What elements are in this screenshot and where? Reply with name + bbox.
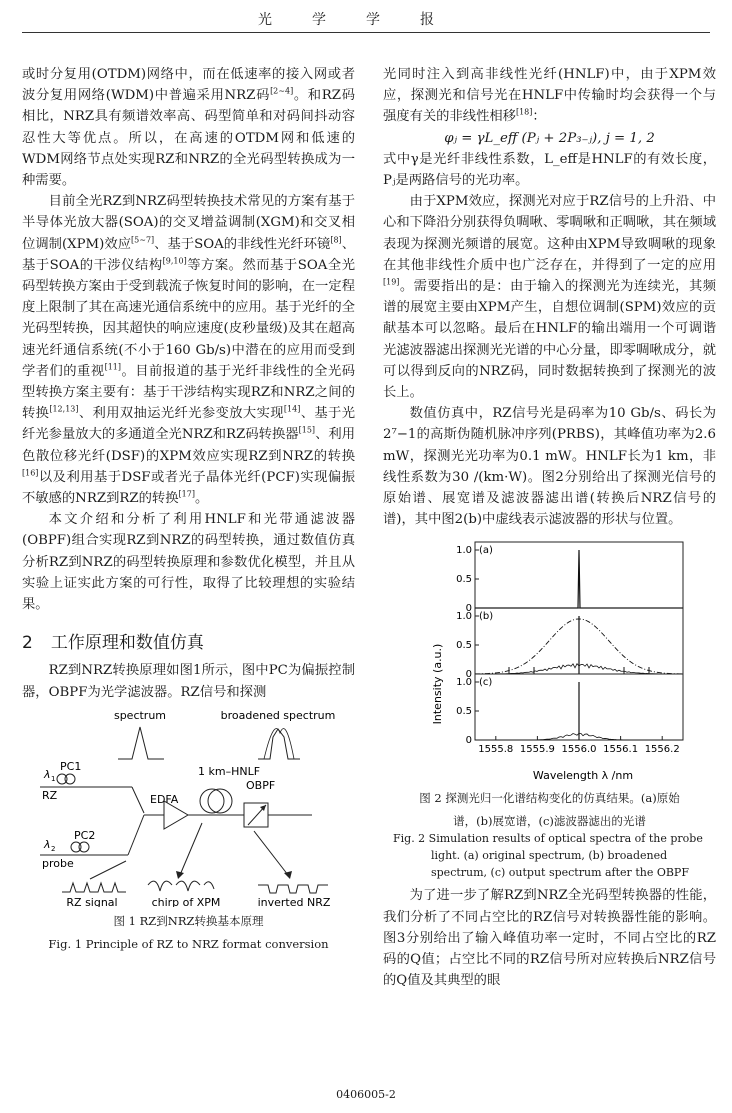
svg-text:1: 1 — [51, 774, 56, 783]
right-column — [383, 64, 716, 991]
y-tick-label: 1.0 — [456, 545, 472, 557]
left-paragraph-2: 目前全光RZ到NRZ码型转换技术常见的方案有基于半导体光放大器(SOA)的交叉增益调制(XGM)和交叉相位调制(XPM)效应[5~7]、基于SOA的非线性光纤环镜[8]、基于SOA的干涉仪结构[9,10]等方案。然而基于SOA全光码型转换方案由于受到载流子恢复时间的影响，在一定程度上限制了其在高速光通信系统中的应用。基于光纤的全光码型转换，因其超快的响应速度(皮秒量级)及其在超高速光纤通信系统(不小于160 Gb/s)中潜在的应用而受到学者们的重视[11]。目前报道的基于光纤非线性的全光码型转换方案主要有：基于干涉结构实现RZ和NRZ之间的转换[12,13]、利用双抽运光纤光参变放大实现[14]、基于光纤光参量放大的多通道全光NRZ和RZ码转换器[15]、利用色散位移光纤(DSF)的XPM效应实现RZ到NRZ的转换[16]以及利用基于DSF或者光子晶体光纤(PCF)实现偏振不敏感的NRZ到RZ的转换[17]。 — [22, 194, 356, 507]
left-column — [22, 64, 355, 953]
figure-1-svg — [22, 707, 355, 907]
figure-2-caption-en-3: spectrum, (c) output spectrum after the OBPF — [431, 866, 689, 880]
right-paragraph-2: 式中γ是光纤非线性系数，L_eff是HNLF的有效长度，Pⱼ是两路信号的光功率。 — [383, 151, 716, 189]
x-tick-label: 1556.2 — [644, 744, 680, 756]
x-tick-label: 1555.9 — [519, 744, 555, 756]
y-tick-label: 0.5 — [456, 706, 472, 718]
page-number: 0406005-2 — [336, 1088, 396, 1101]
label-broadened: broadened spectrum — [220, 708, 336, 722]
left-paragraph-1: 或时分复用(OTDM)网络中，而在低速率的接入网或者波分复用网络(WDM)中普遍采用NRZ码[2~4]。和RZ码相比，NRZ具有频谱效率高、码型简单和对码间抖动容忍性大等优点。所以，在高速的OTDM网和低速的WDM网络节点处实现RZ和NRZ的全光码型转换成为一种需要。 — [22, 67, 355, 189]
figure-2-chart — [383, 534, 716, 784]
figure-2-caption-en-1: Fig. 2 Simulation results of optical spectra of the probe — [393, 832, 703, 846]
figure-2-caption-cn-1: 图 2 探测光归一化谱结构变化的仿真结果。(a)原始 — [419, 791, 680, 806]
left-paragraph-3: 本文介绍和分析了利用HNLF和光带通滤波器(OBPF)组合实现RZ到NRZ的码型转换，通过数值仿真分析RZ到NRZ的码型转换原理和参数优化模型，并且从实验上证实此方案的可行性，取得了比较理想的实验结果。 — [22, 512, 355, 613]
y-tick-label: 0 — [465, 735, 472, 747]
svg-text:1 km–HNLF: 1 km–HNLF — [198, 764, 261, 778]
figure-1-caption-cn: 图 1 RZ到NRZ转换基本原理 — [113, 913, 264, 928]
svg-text:OBPF: OBPF — [246, 778, 276, 792]
figure-1-caption-en: Fig. 1 Principle of RZ to NRZ format conversion — [48, 936, 329, 951]
left-paragraph-4: RZ到NRZ转换原理如图1所示，图中PC为偏振控制器，OBPF为光学滤波器。RZ信号和探测 — [22, 663, 355, 700]
right-paragraph-4: 数值仿真中，RZ信号光是码率为10 Gb/s、码长为2⁷−1的高斯伪随机脉冲序列(PRBS)，其峰值功率为2.6 mW，探测光光功率为0.1 mW。HNLF长为1 km，非线性系数为30 /(km·W)。图2分别给出了探测光信号的原始谱、展宽谱及滤波器滤出谱(转换后NRZ信号的谱)，其中图2(b)中虚线表示滤波器的形状与位置。 — [383, 406, 716, 528]
panel-label: (b) — [479, 611, 494, 623]
svg-text:λ: λ — [44, 767, 51, 781]
figure-2-caption-cn-2: 谱，(b)展宽谱，(c)滤波器滤出的光谱 — [453, 814, 646, 829]
x-tick-label: 1555.8 — [478, 744, 514, 756]
equation-1: φⱼ = γL_eff (Pⱼ + 2P₃₋ⱼ), j = 1, 2 — [444, 130, 655, 146]
y-tick-label: 0 — [465, 603, 472, 615]
right-paragraph-1: 光同时注入到高非线性光纤(HNLF)中，由于XPM效应，探测光和信号光在HNLF中传输时均会获得一个与强度有关的非线性相移[18]： — [383, 67, 716, 125]
x-axis-label: Wavelength λ /nm — [532, 769, 634, 783]
series-original — [475, 550, 683, 608]
svg-text:RZ signal: RZ signal — [66, 895, 118, 907]
label-spectrum: spectrum — [113, 708, 167, 722]
svg-text:PC1: PC1 — [60, 759, 82, 773]
panel-label: (c) — [479, 677, 493, 689]
panel-label: (a) — [479, 545, 493, 557]
y-tick-label: 1.0 — [456, 677, 472, 689]
x-tick-label: 1556.0 — [561, 744, 597, 756]
y-tick-label: 0.5 — [456, 574, 472, 586]
svg-text:RZ: RZ — [42, 788, 58, 802]
svg-text:chirp of XPM: chirp of XPM — [151, 895, 221, 907]
y-axis-label: Intensity (a.u.) — [431, 644, 444, 725]
figure-2-caption-en-2: light. (a) original spectrum, (b) broadened — [431, 849, 668, 863]
y-tick-label: 0 — [465, 669, 472, 681]
x-tick-label: 1556.1 — [603, 744, 639, 756]
svg-text:λ: λ — [44, 837, 51, 851]
y-tick-label: 0.5 — [456, 640, 472, 652]
svg-text:2: 2 — [51, 844, 56, 853]
section-heading: 2 工作原理和数值仿真 — [22, 633, 204, 654]
svg-text:inverted NRZ: inverted NRZ — [257, 895, 331, 907]
figure-1-diagram — [22, 707, 355, 907]
right-paragraph-5: 为了进一步了解RZ到NRZ全光码型转换器的性能，我们分析了不同占空比的RZ信号对转换器性能的影响。图3分别给出了输入峰值功率一定时，不同占空比的RZ码的Q值；占空比不同的RZ信号所对应转换后NRZ信号的Q值及其典型的眼 — [383, 888, 716, 989]
svg-text:EDFA: EDFA — [150, 792, 179, 806]
svg-text:probe: probe — [42, 856, 74, 870]
figure-2-svg — [383, 534, 716, 784]
right-paragraph-3: 由于XPM效应，探测光对应于RZ信号的上升沿、中心和下降沿分别获得负啁啾、零啁啾和正啁啾，其在频域表现为探测光频谱的展宽。这种由XPM导致啁啾的现象在其他非线性介质中也广泛存在，并得到了一定的应用[19]。需要指出的是：由于输入的探测光为连续光，其频谱的展宽主要由XPM产生，自想位调制(SPM)效应的贡献基本可以忽略。最后在HNLF的输出端用一个可调谐光滤波器滤出探测光光谱的中心分量，即零啁啾成分，就可以得到反向的NRZ码，同时数据转换到了探测光的波长上。 — [383, 194, 716, 401]
journal-header: 光学学报 — [22, 8, 710, 33]
y-tick-label: 1.0 — [456, 611, 472, 623]
svg-text:PC2: PC2 — [74, 828, 96, 842]
